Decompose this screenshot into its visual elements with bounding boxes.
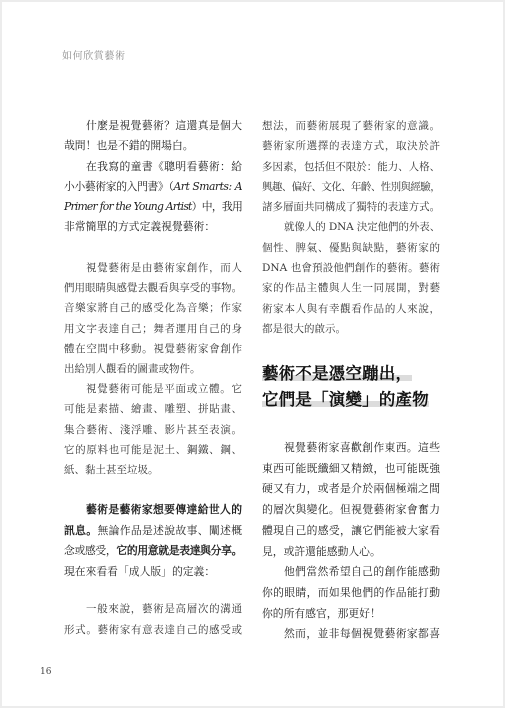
right-column xyxy=(262,0,440,708)
children-book-definition-quote xyxy=(64,258,242,480)
text-segment: 無論作品是述說故事、闡述概 xyxy=(97,523,243,537)
text-line: 諸多層面共同構成了獨特的表達方式。 xyxy=(262,201,440,214)
adult-definition-quote xyxy=(64,599,242,641)
section-body xyxy=(262,438,440,645)
text-segment: 小小藝術家的入門書》（ xyxy=(64,179,174,193)
text-line xyxy=(64,541,242,562)
book-title-italic: Primer for the Young Artist xyxy=(64,200,192,214)
text-line: 集合藝術、淺浮雕、影片甚至表演。 xyxy=(64,423,242,436)
text-line: 視覺藝術是由藝術家創作，而人 xyxy=(86,262,242,274)
text-segment: 念或感受， xyxy=(64,544,117,557)
text-line: 視覺藝術家喜歡創作東西。這些 xyxy=(284,441,440,454)
text-segment: ）中，我用 xyxy=(191,200,243,214)
left-column xyxy=(64,0,242,708)
adult-definition-quote-continued xyxy=(262,116,440,339)
text-line: 可能是素描、繪畫、雕塑、拼貼畫、 xyxy=(64,403,242,416)
heading-highlight: 藝術不是憑空蹦出， xyxy=(262,364,413,383)
text-line xyxy=(64,197,242,217)
section-heading-line xyxy=(262,387,440,413)
text-line: 藝術家所選擇的表達方式，取決於許 xyxy=(262,140,440,153)
text-line: 什麼是視覺藝術？這還真是個大 xyxy=(86,119,242,132)
text-line: 音樂家將自己的感受化為音樂；作家 xyxy=(64,302,242,315)
text-line: 想法，而藝術展現了藝術家的意識。 xyxy=(262,120,440,132)
text-line: 個性、脾氣、優點與缺點，藝術家的 xyxy=(262,241,440,254)
text-line: 視覺藝術可能是平面或立體。它 xyxy=(86,383,242,396)
bold-segment: 訊息。 xyxy=(64,523,98,537)
text-line: 體現自己的感受，讓它們能被大家看 xyxy=(262,523,440,537)
text-line: 他們當然希望自己的創作能感動 xyxy=(284,565,440,579)
text-line: 你的所有感官，那更好！ xyxy=(262,606,381,620)
text-line: 都是很大的啟示。 xyxy=(262,322,346,335)
text-line xyxy=(64,521,242,542)
text-line-bold: 藝術是藝術家想要傳達給世人的 xyxy=(86,503,242,516)
text-line: 它的原料也可能是泥土、鋼鐵、鋼、 xyxy=(64,443,242,456)
text-line: 在我寫的童書《聰明看藝術：給 xyxy=(86,159,242,173)
text-line: 體在空間中移動。視覺藝術家會創作 xyxy=(64,342,242,355)
text-line: 的層次與變化。但視覺藝術家會奮力 xyxy=(262,503,440,517)
text-line: 硬又有力，或者是介於兩個極端之間 xyxy=(262,482,440,496)
intro-paragraph xyxy=(64,116,242,238)
heading-highlight: 它們是「演變」的產物 xyxy=(262,390,429,409)
page-number: 16 xyxy=(40,667,52,677)
section-heading-line xyxy=(262,361,440,387)
text-line: 家的作品主體與人生一同展開，對藝 xyxy=(262,282,440,295)
text-line: 形式。藝術家有意表達自己的感受或 xyxy=(64,624,242,636)
section-heading xyxy=(262,361,440,413)
text-line: 出給別人觀看的圖畫或物件。 xyxy=(64,363,201,376)
text-line: 多因素，包括但不限於：能力、人格、 xyxy=(262,160,440,173)
text-line: 東西可能既纖細又精緻，也可能既強 xyxy=(262,461,440,475)
text-line: 見，或許還能感動人心。 xyxy=(262,544,381,558)
text-line: 非常簡單的方式定義視覺藝術： xyxy=(64,220,216,234)
text-line: 然而，並非每個視覺藝術家都喜 xyxy=(284,627,440,641)
text-line: 們用眼睛與感覺去觀看與享受的事物。 xyxy=(64,282,242,295)
text-line: 你的眼睛，而如果他們的作品能打動 xyxy=(262,585,440,599)
text-line: DNA 也會預設他們創作的藝術。藝術 xyxy=(262,262,440,275)
book-title-italic: Art Smarts: A xyxy=(173,179,242,193)
artist-message-paragraph xyxy=(64,500,242,582)
text-line: 術家本人與有幸觀看作品的人來說， xyxy=(262,302,440,315)
text-line: 一般來說，藝術是高層次的溝通 xyxy=(86,603,242,615)
text-line: 哉問！也是不錯的開場白。 xyxy=(64,139,194,153)
text-line: 紙、黏土甚至垃圾。 xyxy=(64,464,159,477)
text-line: 興趣、偏好、文化、年齡、性別與經驗， xyxy=(262,180,440,193)
text-line: 用文字表達自己；舞者運用自己的身 xyxy=(64,322,242,335)
text-line: 現在來看看「成人版」的定義： xyxy=(64,564,216,578)
running-header: 如何欣賞藝術 xyxy=(62,51,126,62)
bold-segment: 它的用意就是表達與分享。 xyxy=(116,544,242,557)
text-line xyxy=(64,177,242,197)
text-line: 就像人的 DNA 決定他們的外表、 xyxy=(284,221,440,234)
